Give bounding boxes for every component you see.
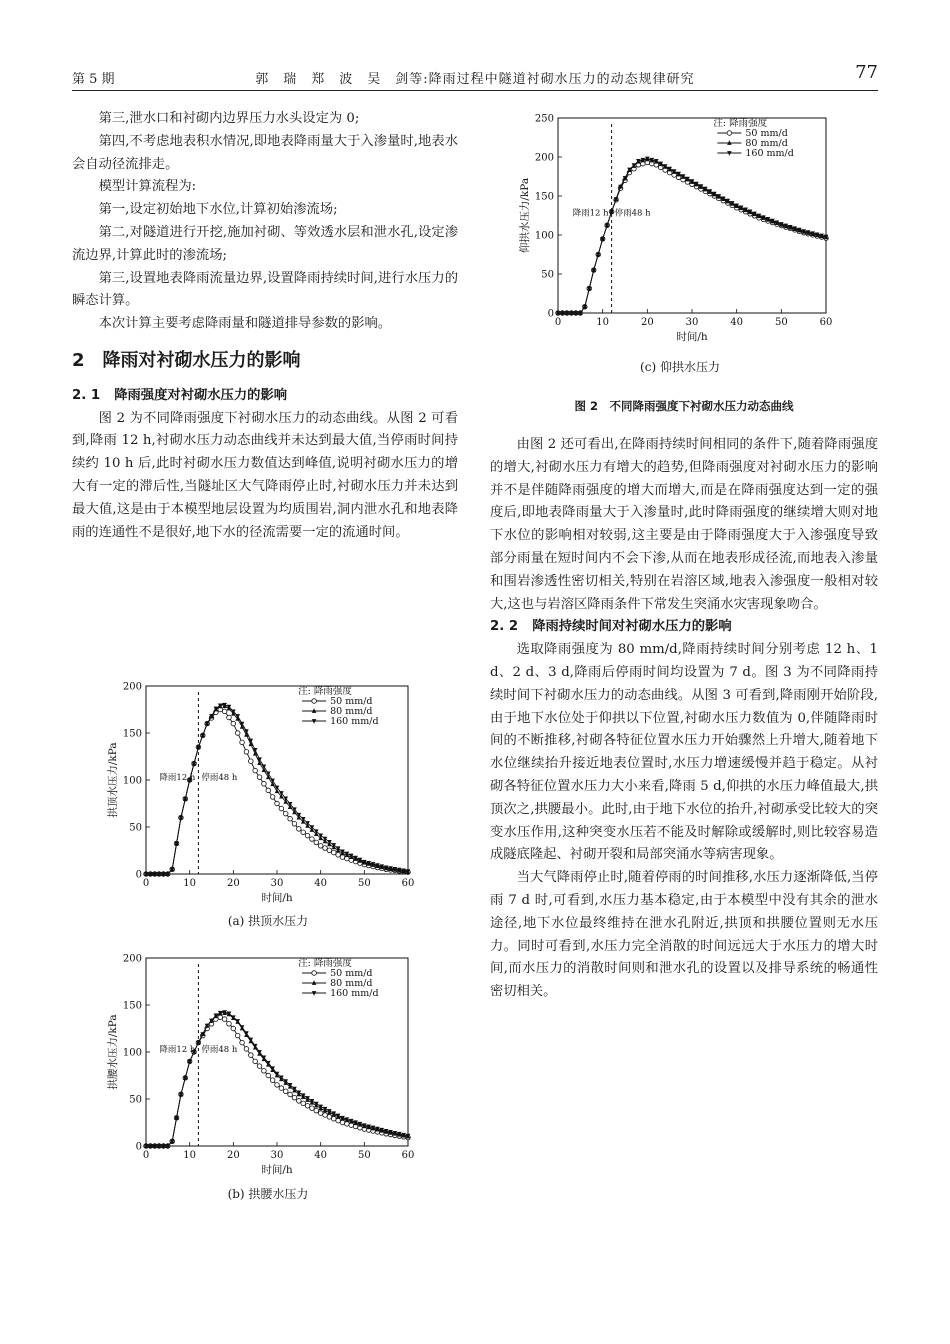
y-tick-label: 0 [547, 308, 554, 320]
data-point [345, 1122, 350, 1127]
paragraph: 选取降雨强度为 80 mm/d,降雨持续时间分别考虑 12 h、1 d、2 d、3 d,降雨后停雨时间均设置为 7 d。图 3 为不同降雨持续时间下衬砌水压力的动态曲线。从图 3 可看到,降雨刚开始阶段,由于地下水位处于仰拱以下位置,衬砌水压力数值为 0,伴随降雨时间的不断推移,衬砌各特征位置水压力开始骤然上升增大,随着地下水位继续抬升接近地表位置时,水压力增速缓慢并趋于稳定。从衬砌各特征位置水压力大小来看,降雨 5 d,仰拱的水压力峰值最大,拱顶次之,拱腰最小。此时,由于地下水位的抬升,衬砌承受比较大的突变水压作用,这种突变水压若不能及时解除或缓解时,则比较容易造成隧底隆起、衬砌开裂和局部突涌水等病害现象。 [490, 642, 878, 863]
data-point [249, 1053, 254, 1058]
subsection-heading [490, 616, 878, 639]
legend-label: 80 mm/d [745, 138, 788, 149]
data-point [249, 759, 254, 764]
data-point [292, 822, 297, 827]
data-point [253, 768, 258, 773]
annotation-stop: 停雨48 h [201, 773, 238, 783]
data-point [323, 1113, 328, 1118]
data-point [240, 1040, 245, 1045]
y-axis-label: 拱顶水压力/kPa [107, 742, 119, 818]
subsection-title: 降雨持续时间对衬砌水压力的影响 [532, 619, 732, 635]
y-tick-label: 200 [534, 152, 554, 164]
legend-marker [312, 971, 317, 976]
figure-caption: 图 2 不同降雨强度下衬砌水压力动态曲线 [574, 399, 794, 413]
y-tick-label: 150 [122, 1000, 142, 1012]
subsection-number: 2. 2 [490, 619, 519, 635]
legend-label: 160 mm/d [745, 148, 794, 159]
section-title: 降雨对衬砌水压力的影响 [102, 349, 301, 371]
subfigure-caption-b: (b) 拱腰水压力 [227, 1187, 309, 1201]
data-point [305, 1103, 310, 1108]
x-tick-label: 30 [270, 878, 284, 889]
y-tick-label: 200 [122, 681, 142, 693]
section-heading [72, 350, 458, 373]
page-number: 77 [855, 62, 878, 83]
data-point [288, 1092, 293, 1097]
x-tick-label: 10 [183, 1150, 197, 1161]
x-tick-label: 0 [142, 1150, 150, 1161]
legend-marker [312, 699, 317, 704]
y-axis-label: 拱腰水压力/kPa [107, 1014, 119, 1090]
section-number: 2 [72, 349, 85, 371]
x-tick-label: 60 [401, 1150, 415, 1161]
data-point [327, 848, 332, 853]
y-tick-label: 200 [122, 953, 142, 965]
paragraph: 第四,不考虑地表积水情况,即地表降雨量大于入渗量时,地表水会自动径流排走。 [72, 133, 458, 172]
paragraph: 模型计算流程为: [98, 179, 197, 195]
paragraph: 第三,设置地表降雨流量边界,设置降雨持续时间,进行水压力的瞬态计算。 [72, 270, 458, 309]
x-tick-label: 40 [314, 878, 328, 889]
data-point [301, 830, 306, 835]
y-tick-label: 100 [122, 775, 142, 787]
legend-title: 注: 降雨强度 [298, 958, 352, 969]
data-point [288, 816, 293, 821]
data-point [318, 834, 323, 839]
data-point [227, 715, 232, 720]
data-point [244, 1047, 249, 1052]
legend-label: 50 mm/d [330, 696, 373, 707]
series-160-mm-d [556, 157, 829, 316]
data-point [327, 840, 332, 845]
data-point [235, 731, 240, 736]
subsection-title: 降雨强度对衬砌水压力的影响 [114, 387, 288, 403]
legend-label: 50 mm/d [745, 128, 788, 139]
subsection-heading [72, 385, 458, 408]
x-tick-label: 60 [819, 317, 833, 328]
y-axis-label: 仰拱水压力/kPa [519, 177, 531, 254]
paragraph: 第一,设定初始地下水位,计算初始渗流场; [98, 202, 338, 218]
subfigure-caption-c: (c) 仰拱水压力 [640, 360, 720, 374]
data-point [266, 1073, 271, 1078]
subfigure-caption-a: (a) 拱顶水压力 [227, 914, 309, 928]
data-point [340, 1120, 345, 1125]
x-tick-label: 50 [357, 1150, 371, 1161]
paragraph: 第三,泄水口和衬砌内边界压力水头设定为 0; [98, 111, 360, 126]
y-tick-label: 0 [135, 869, 142, 881]
x-axis-label: 时间/h [676, 331, 708, 343]
legend-label: 80 mm/d [330, 706, 373, 717]
data-point [270, 795, 275, 800]
annotation-rain: 降雨12 h [572, 208, 609, 219]
legend-label: 160 mm/d [330, 716, 379, 727]
y-tick-label: 50 [129, 822, 142, 834]
data-point [297, 827, 302, 832]
x-tick-label: 20 [226, 878, 240, 889]
x-tick-label: 20 [640, 317, 654, 328]
legend-label: 160 mm/d [330, 988, 379, 999]
data-point [235, 1033, 240, 1038]
running-title: 郭 瑞 郑 波 吴 剑等:降雨过程中隧道衬砌水压力的动态规律研究 [255, 72, 695, 87]
data-point [222, 1017, 227, 1022]
y-tick-label: 100 [534, 230, 554, 242]
paragraph: 由图 2 还可看出,在降雨持续时间相同的条件下,随着降雨强度的增大,衬砌水压力有增大的趋势,但降雨强度对衬砌水压力的影响并不是伴随降雨强度的增大而增大,而是在降雨强度达到一定的强度后,即地表降雨量大于入渗量时,此时降雨强度的继续增大则对地下水位的影响相对较弱,这主要是由于降雨强度大于入渗强度导致部分雨量在短时间内不会下渗,从而在地表形成径流,而地表入渗量和围岩渗透性密切相关,特别在岩溶区域,地表入渗强度一般相对较大,这也与岩溶区降雨条件下常发生突涌水灾害现象吻合。 [490, 437, 878, 612]
data-point [310, 1106, 315, 1111]
data-point [266, 788, 271, 793]
data-point [323, 846, 328, 851]
chart-crown-pressure [98, 680, 438, 910]
legend-title: 注: 降雨强度 [713, 118, 768, 129]
x-axis-label: 时间/h [261, 892, 293, 904]
data-point [240, 740, 245, 745]
paragraph: 本次计算主要考虑降雨量和隧道排导参数的影响。 [98, 316, 392, 332]
data-point [257, 775, 262, 780]
y-tick-label: 50 [129, 1094, 142, 1106]
data-point [318, 1111, 323, 1116]
data-point [301, 1101, 306, 1106]
x-tick-label: 30 [685, 317, 699, 328]
data-point [253, 1059, 258, 1064]
x-tick-label: 10 [183, 878, 197, 889]
x-tick-label: 0 [142, 878, 150, 889]
data-point [244, 750, 249, 755]
legend-marker [727, 131, 732, 136]
paragraph: 第二,对隧道进行开挖,施加衬砌、等效透水层和泄水孔,设定渗流边界,计算此时的渗流场; [72, 224, 458, 263]
data-point [336, 853, 341, 858]
data-point [340, 855, 345, 860]
data-point [292, 1095, 297, 1100]
data-point [331, 1116, 336, 1121]
x-tick-label: 60 [401, 878, 415, 889]
y-tick-label: 150 [534, 191, 554, 203]
series-160-mm-d [144, 703, 411, 877]
x-tick-label: 0 [554, 317, 562, 328]
y-tick-label: 0 [135, 1141, 142, 1153]
data-point [336, 846, 341, 851]
legend-title: 注: 降雨强度 [298, 686, 352, 697]
subsection-number: 2. 1 [72, 387, 101, 403]
x-tick-label: 30 [270, 1150, 284, 1161]
x-tick-label: 50 [774, 317, 788, 328]
data-point [331, 843, 336, 848]
data-point [275, 1083, 280, 1088]
data-point [270, 1078, 275, 1083]
data-point [222, 709, 227, 714]
chart-invert-pressure [510, 108, 850, 358]
issue-number: 第 5 期 [72, 72, 115, 87]
data-point [314, 840, 319, 845]
data-point [279, 806, 284, 811]
data-point [314, 1108, 319, 1113]
annotation-rain: 降雨12 h [159, 773, 196, 783]
data-point [231, 721, 236, 726]
annotation-rain: 降雨12 h [159, 1045, 196, 1055]
y-tick-label: 100 [122, 1047, 142, 1059]
left-column [72, 108, 458, 544]
y-tick-label: 250 [534, 113, 554, 125]
x-tick-label: 40 [314, 1150, 328, 1161]
data-point [336, 1118, 341, 1123]
data-point [227, 1022, 232, 1027]
data-point [310, 837, 315, 842]
legend-label: 80 mm/d [330, 978, 373, 989]
x-tick-label: 20 [226, 1150, 240, 1161]
data-point [275, 801, 280, 806]
annotation-stop: 停雨48 h [614, 208, 651, 219]
data-point [257, 1064, 262, 1069]
y-tick-label: 50 [541, 269, 554, 281]
x-tick-label: 40 [730, 317, 744, 328]
data-point [262, 1069, 267, 1074]
paragraph: 当大气降雨停止时,随着停雨的时间推移,水压力逐渐降低,当停雨 7 d 时,可看到,水压力基本稳定,由于本模型中没有其余的泄水途径,地下水位最终维持在泄水孔附近,拱顶和拱腰位置则无水压力。同时可看到,水压力完全消散的时间远远大于水压力的增大时间,而水压力的消散时间则和泄水孔的设置以及排导系统的畅通性密切相关。 [490, 870, 878, 1000]
data-point [231, 1026, 236, 1031]
legend-label: 50 mm/d [330, 968, 373, 979]
data-point [318, 844, 323, 849]
data-point [283, 811, 288, 816]
running-header [72, 64, 878, 91]
chart-haunch-pressure [98, 952, 438, 1182]
y-tick-label: 150 [122, 728, 142, 740]
x-tick-label: 50 [357, 878, 371, 889]
data-point [279, 1086, 284, 1091]
x-axis-label: 时间/h [261, 1164, 293, 1176]
data-point [297, 1099, 302, 1104]
data-point [327, 1115, 332, 1120]
right-column [490, 434, 878, 1004]
data-point [262, 781, 267, 786]
annotation-stop: 停雨48 h [201, 1045, 238, 1055]
data-point [283, 1089, 288, 1094]
data-point [331, 850, 336, 855]
paragraph: 图 2 为不同降雨强度下衬砌水压力的动态曲线。从图 2 可看到,降雨 12 h,衬砌水压力动态曲线并未达到最大值,当停雨时间持续约 10 h 后,此时衬砌水压力数值达到峰值,说明衬砌水压力的增大有一定的滞后性,当隧址区大气降雨停止时,衬砌水压力并未达到最大值,这是由于本模型地层设置为均质围岩,洞内泄水孔和地表降雨的连通性不是很好,地下水的径流需要一定的流通时间。 [72, 410, 458, 540]
x-tick-label: 10 [596, 317, 610, 328]
data-point [305, 833, 310, 838]
